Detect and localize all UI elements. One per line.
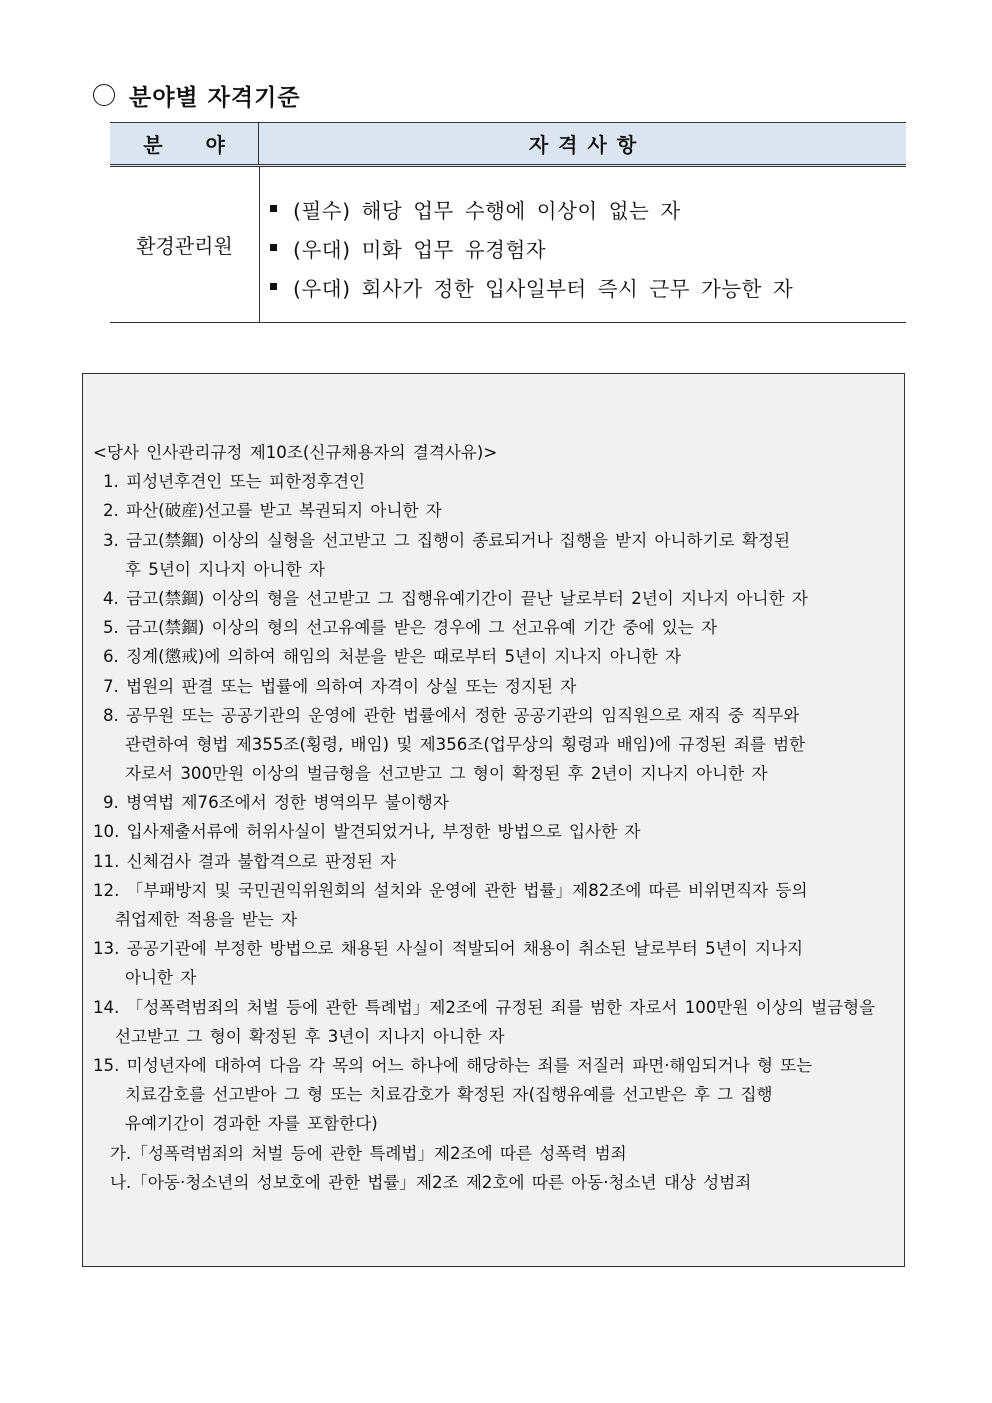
regulation-item-continuation — [93, 963, 896, 992]
square-bullet-icon — [270, 205, 277, 212]
item-number: 5. — [103, 618, 119, 638]
item-number: 10. — [93, 822, 120, 842]
item-text: 병역법 제76조에서 정한 병역의무 불이행자 — [126, 793, 449, 813]
regulation-item — [93, 467, 896, 496]
requirement-item — [268, 267, 906, 306]
item-text: 선고받고 그 형이 확정된 후 3년이 지나지 아니한 자 — [115, 1026, 505, 1046]
item-text: 공공기관에 부정한 방법으로 채용된 사실이 적발되어 채용이 취소된 날로부터 5년이 지나지 — [126, 939, 804, 959]
item-number: 13. — [93, 939, 120, 959]
square-bullet-icon — [270, 244, 277, 251]
requirement-item — [268, 228, 906, 267]
item-text: 치료감호를 선고받아 그 형 또는 치료감호가 확정된 자(집행유예를 선고받은 후 그 집행 — [125, 1085, 773, 1105]
item-text: 법원의 판결 또는 법률에 의하여 자격이 상실 또는 정지된 자 — [126, 676, 577, 696]
regulation-item — [93, 1051, 896, 1080]
item-text: 자로서 300만원 이상의 벌금형을 선고받고 그 형이 확정된 후 2년이 지나지 아니한 자 — [125, 764, 768, 784]
item-text: 취업제한 적용을 받는 자 — [115, 910, 298, 929]
regulation-item — [93, 788, 896, 817]
regulation-item — [93, 993, 896, 1022]
regulation-item — [93, 847, 896, 876]
regulation-item — [93, 701, 896, 730]
item-text: 「부패방지 및 국민권익위원회의 설치와 운영에 관한 법률」제82조에 따른 비위면직자 등의 — [126, 880, 808, 900]
regulation-item-continuation — [93, 1080, 896, 1109]
item-text: 금고(禁錮) 이상의 실형을 선고받고 그 집행이 종료되거나 집행을 받지 아니하기로 확정된 — [126, 530, 791, 550]
regulation-item — [93, 672, 896, 701]
regulation-item — [93, 584, 896, 613]
regulation-item — [93, 817, 896, 846]
item-number: 11. — [93, 851, 120, 871]
qualification-table — [110, 122, 906, 323]
regulation-item — [93, 496, 896, 525]
item-text: 아니한 자 — [125, 968, 197, 988]
regulation-item — [93, 876, 896, 905]
field-cell: 환경관리원 — [110, 167, 260, 322]
circle-icon — [93, 84, 115, 106]
requirement-text: (우대) 회사가 정한 입사일부터 즉시 근무 가능한 자 — [293, 276, 794, 301]
regulation-sub-item: 가.「성폭력범죄의 처벌 등에 관한 특례법」제2조에 따른 성폭력 범죄 — [110, 1143, 627, 1163]
item-text: 금고(禁錮) 이상의 형의 선고유예를 받은 경우에 그 선고유예 기간 중에 있는 자 — [126, 618, 718, 638]
item-text: 금고(禁錮) 이상의 형을 선고받고 그 집행유예기간이 끝난 날로부터 2년이 지나지 아니한 자 — [126, 588, 808, 608]
item-number: 4. — [103, 588, 119, 608]
item-number: 3. — [103, 530, 119, 550]
regulation-box — [82, 373, 905, 1267]
regulation-heading: <당사 인사관리규정 제10조(신규채용자의 결격사유)> — [93, 443, 498, 462]
item-text: 징계(懲戒)에 의하여 해임의 처분을 받은 때로부터 5년이 지나지 아니한 자 — [126, 647, 682, 667]
header-field: 분 야 — [110, 123, 259, 164]
item-text: 관련하여 형법 제355조(횡령, 배임) 및 제356조(업무상의 횡령과 배임)에 규정된 죄를 범한 — [125, 734, 806, 754]
item-number: 9. — [103, 793, 119, 813]
item-text: 피성년후견인 또는 피한정후견인 — [126, 472, 366, 492]
requirement-text: (필수) 해당 업무 수행에 이상이 없는 자 — [293, 198, 681, 223]
regulation-item-continuation — [93, 1109, 896, 1138]
item-number: 15. — [93, 1055, 120, 1075]
regulation-sub-item: 나.「아동·청소년의 성보호에 관한 법률」제2조 제2호에 따른 아동·청소년 대상 성범죄 — [110, 1172, 752, 1192]
item-number: 12. — [93, 880, 120, 900]
item-text: 유예기간이 경과한 자를 포함한다) — [125, 1114, 378, 1134]
table-row — [110, 167, 906, 323]
item-number: 1. — [103, 472, 119, 492]
regulation-item — [93, 934, 896, 963]
item-text: 「성폭력범죄의 처벌 등에 관한 특례법」제2조에 규정된 죄를 범한 자로서 100만원 이상의 벌금형을 — [126, 997, 876, 1017]
item-text: 공무원 또는 공공기관의 운영에 관한 법률에서 정한 공공기관의 임직원으로 재직 중 직무와 — [126, 705, 800, 725]
section-title-text: 분야별 자격기준 — [129, 84, 301, 111]
regulation-item-continuation — [93, 759, 896, 788]
requirements-cell — [260, 167, 906, 322]
square-bullet-icon — [270, 283, 277, 290]
regulation-item-continuation — [93, 555, 896, 584]
item-number: 14. — [93, 997, 120, 1017]
requirement-text: (우대) 미화 업무 유경험자 — [293, 237, 547, 262]
item-number: 6. — [103, 647, 119, 667]
regulation-content — [93, 438, 896, 1197]
item-text: 신체검사 결과 불합격으로 판정된 자 — [126, 851, 397, 871]
regulation-item — [93, 613, 896, 642]
regulation-item-continuation — [93, 1022, 896, 1051]
item-number: 8. — [103, 705, 119, 725]
requirement-item — [268, 189, 906, 228]
item-text: 미성년자에 대하여 다음 각 목의 어느 하나에 해당하는 죄를 저질러 파면·해임되거나 형 또는 — [126, 1055, 813, 1075]
item-number: 2. — [103, 501, 119, 521]
regulation-item-continuation — [93, 730, 896, 759]
item-text: 후 5년이 지나지 아니한 자 — [125, 559, 325, 579]
item-text: 파산(破産)선고를 받고 복권되지 아니한 자 — [126, 501, 442, 521]
regulation-item-continuation — [93, 905, 896, 934]
item-text: 입사제출서류에 허위사실이 발견되었거나, 부정한 방법으로 입사한 자 — [126, 822, 641, 842]
regulation-item — [93, 642, 896, 671]
section-title — [93, 78, 301, 112]
regulation-item — [93, 526, 896, 555]
header-requirements: 자격사항 — [528, 133, 647, 157]
table-header — [110, 122, 906, 167]
item-number: 7. — [103, 676, 119, 696]
